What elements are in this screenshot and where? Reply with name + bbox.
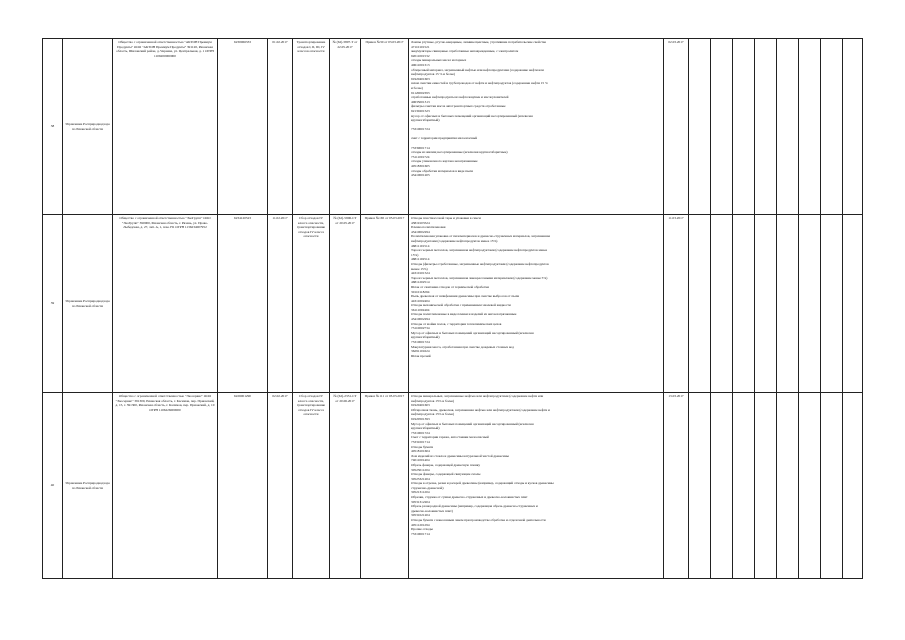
waste-line: 73310001724 (411, 430, 430, 435)
inn-cell: 6230066333 (218, 39, 268, 215)
authority-cell: Управление Росприроднадзора по Рязанской области (63, 39, 113, 215)
waste-line: 40511201294 (411, 522, 430, 527)
waste-line: нефтепродуктов 15% и более) (411, 412, 455, 417)
license-holder-cell: Общество с ограниченной ответственностью "АКТОН Премиум Продукты" ООО "АКТОН Премиум Продукты" 391120, Рязанская область, Шиловский район, д. Чернава, ул. Центральная, д. 1 ОГРН 1106200000000 (113, 39, 218, 215)
waste-list-cell (409, 215, 664, 393)
waste-line: Обрезь фанеры, содержащей древесную пленку (411, 462, 481, 467)
waste-line: 91920401603 (411, 76, 430, 81)
waste-line: 43410002294 (411, 317, 430, 322)
waste-line: 30110118294 (411, 289, 430, 294)
waste-line: Тара из черных металлов, загрязненная нефтепродуктами (содержание нефтепродуктов менее (411, 248, 548, 253)
waste-line: 43410002294 (411, 229, 430, 234)
waste-line: крупногабаритный) (411, 118, 440, 123)
waste-line: 47110101521 (411, 44, 430, 49)
waste-line: 40518301605 (411, 164, 430, 169)
empty-cell (843, 215, 863, 393)
waste-line: Тара из черных металлов, загрязненная лакокрасочными материалами (содержание менее 5%) (411, 275, 548, 280)
waste-line: 30521311204 (411, 490, 430, 495)
waste-line: 36111002404 (411, 307, 430, 312)
waste-line: Смет с территории гаража, автостоянки малоопасный (411, 435, 489, 440)
waste-line: отходы минеральных масел моторных (411, 58, 467, 63)
empty-cell (733, 215, 755, 393)
empty-cell (711, 39, 733, 215)
inn-cell: 6226001290 (218, 393, 268, 579)
waste-line: крупногабаритный) (411, 426, 440, 431)
waste-line: отработанные нефтепродукты из нефтеловушек и маслоуловителей (411, 95, 509, 100)
empty-cell (821, 39, 843, 215)
empty-cell (755, 393, 777, 579)
waste-line: 44311002404 (411, 298, 430, 303)
order-cell: Приказ №30 от 03.03.2017 (361, 39, 409, 215)
activity-cell: Сбор отходов IV класса опасности, транспортирование отходов IV класса опасности (293, 393, 330, 579)
row-number: 38 (43, 39, 63, 215)
waste-list-cell (409, 393, 664, 579)
waste-line: смет с территории предприятия малоопасный (411, 136, 478, 141)
empty-cell (799, 39, 821, 215)
waste-line: Отходы пластмассовой тары и упаковки в смеси (411, 216, 481, 220)
waste-line: Отходы полиэтиленовые в виде пленки и изделий из неё незагрязненные (411, 312, 517, 317)
license-holder-cell: Общество с ограниченной ответственностью "Экосервис" ООО "Экосервис" 391300, Рязанская область, г. Касимов, пер. Приокский, д. 15, г. 391300, Рязанская область, г. Касимов, пер. Приокский, д. 10 ОГРН 1106226000000 (113, 393, 218, 579)
waste-line: 30531021204 (411, 513, 430, 518)
waste-line: отходы из жилищ несортированные (исключая крупногабаритные) (411, 150, 508, 155)
waste-line: 73111001724 (411, 154, 430, 159)
table-row (43, 215, 863, 393)
empty-cell (777, 215, 799, 393)
row-number: 40 (43, 393, 63, 579)
waste-line: Полиэтиленовая упаковка от пиломатериалов и древесно-стружечных материалов, загрязненная (411, 234, 550, 239)
waste-line: Мусор от офисных и бытовых помещений организаций несортированный (исключая (411, 421, 534, 426)
empty-cell (711, 215, 733, 393)
empty-cell (799, 393, 821, 579)
waste-line: мусор от офисных и бытовых помещений организаций несортированный (исключая (411, 113, 533, 118)
waste-line: Обрезь разнородной древесины (например, содержащая обрезь древесно-стружечных и (411, 504, 538, 509)
empty-cell (689, 393, 711, 579)
waste-line: 73310001724 (411, 340, 430, 345)
empty-cell (689, 215, 711, 393)
waste-line: 92011001532 (411, 53, 430, 58)
empty-cell (733, 39, 755, 215)
waste-line: Отходы фанеры, содержащей связующие смолы (411, 472, 481, 477)
waste-line: 40611001313 (411, 62, 430, 67)
empty-cell (689, 39, 711, 215)
date-cell: 02.02.2017 (268, 393, 293, 579)
waste-line: Обтирочная ткань, древесная, загрязненная нефтью или нефтепродуктами (содержание нефти и (411, 407, 550, 412)
waste-line: Отходы минеральных, загрязненные нефтью или нефтепродуктами (содержание нефти или (411, 394, 544, 398)
empty-cell (799, 215, 821, 393)
waste-line: 73331001714 (411, 439, 430, 444)
table-row (43, 39, 863, 215)
order-cell: Приказ №165 от 05.03.2017 (361, 215, 409, 393)
waste-line: отходы упаковочного картона незагрязненные (411, 159, 478, 164)
end-date-cell: 02.03.2017 (664, 39, 689, 215)
waste-line: 36291101624 (411, 349, 430, 354)
empty-cell (843, 39, 863, 215)
waste-line: нефтепродуктов 15 % и более) (411, 72, 456, 77)
waste-line: обтирочный материал, загрязненный нефтью или нефтепродуктами (содержание нефти или (411, 67, 544, 72)
waste-line: 30523321204 (411, 476, 430, 481)
empty-cell (755, 215, 777, 393)
waste-line: 40518101604 (411, 449, 430, 454)
waste-line: Отходы от мойки полов, с территории теплохимических цехов (411, 321, 502, 326)
waste-line: 92130201523 (411, 108, 430, 113)
waste-line: 91120002393 (411, 90, 430, 95)
order-cell: Приказ №111 от 03.03.2017 (361, 393, 409, 579)
waste-line: 30531312204 (411, 499, 430, 504)
waste-line: 73110002734 (411, 326, 430, 331)
empty-cell (733, 393, 755, 579)
waste-line: стружечно-древесной) (411, 485, 444, 490)
inn-cell: 6234120523 (218, 215, 268, 393)
waste-line: менее 15%) (411, 266, 428, 271)
license-number-cell: № (62)-5807-Т от 22.05.2017 (330, 39, 361, 215)
waste-line: 44310101524 (411, 271, 430, 276)
waste-line: 46811102514 (411, 257, 430, 262)
waste-line: и более) (411, 85, 423, 90)
waste-line: 43410001205 (411, 173, 430, 178)
activity-cell: Сбор отходов IV класса опасности, транспортирование отходов IV класса опасности (293, 215, 330, 393)
waste-line: крупногабаритный) (411, 335, 440, 340)
row-number: 39 (43, 215, 63, 393)
waste-line: Лампы ртутные, ртутно-кварцевые, люминесцентные, утратившие потребительские свойства (411, 40, 547, 44)
waste-line: отходы обработки материалов в виде пыли (411, 168, 473, 173)
waste-line: Отходы в отрезке, резки и раскрой древесины (например, содержащий отходы и кусков древесины (411, 481, 554, 486)
waste-line: 73310001714 (411, 531, 430, 536)
waste-line: 91920501393 (411, 416, 430, 421)
waste-line: фильтры очистки масла автотранспортных средств отработанные (411, 104, 506, 109)
empty-cell (777, 393, 799, 579)
empty-cell (777, 39, 799, 215)
waste-line: 43819103524 (411, 220, 430, 225)
waste-line: нефтепродуктами (содержание нефтепродуктов менее 15%) (411, 238, 498, 243)
waste-line: 73339001714 (411, 145, 430, 150)
waste-line: Прочие отходы (411, 527, 433, 532)
license-register-table (42, 38, 863, 579)
end-date-cell: 11.03.2017 (664, 215, 689, 393)
waste-line: 74011001404 (411, 458, 430, 463)
authority-cell: Управление Росприроднадзора по Рязанской области (63, 215, 113, 393)
end-date-cell: 13.03.2017 (664, 393, 689, 579)
waste-line: аккумуляторы свинцовые отработанные неповрежденные, с электролитом (411, 49, 519, 54)
waste-line: Шлак от сжигания отходов от термической обработки (411, 284, 489, 289)
license-number-cell: № (62)-5906-СТ от 20.05.2017 (330, 215, 361, 393)
table-row (43, 393, 863, 579)
waste-line: 73310001724 (411, 127, 430, 132)
empty-cell (821, 393, 843, 579)
waste-line: Пленка полиэтиленовая (411, 225, 446, 230)
waste-line: 46811101514 (411, 243, 430, 248)
waste-line: 15%) (411, 252, 419, 257)
waste-list-cell (409, 39, 664, 215)
waste-line: нефтепродуктов 15% и более) (411, 398, 455, 403)
waste-line: Шлак прочий (411, 353, 431, 358)
waste-line: Отходы бумаги с нанесенным лаком при производстве обработке и отделочной деятельности (411, 518, 546, 523)
waste-line: Макулатурная масса, отработанная при очистке дождевых сточных вод (411, 344, 514, 349)
waste-line: Лом изделий из стекла и древесины натуральной чистой древесины (411, 453, 509, 458)
waste-line: 46811202514 (411, 280, 430, 285)
authority-cell: Управление Росприроднадзора по Рязанской области (63, 393, 113, 579)
date-cell: 11.02.2017 (268, 215, 293, 393)
waste-line: Мусор от офисных и бытовых помещений организаций несортированный (исключая (411, 330, 534, 335)
empty-cell (755, 39, 777, 215)
date-cell: 01.02.2017 (268, 39, 293, 215)
waste-line: Пыль древесная от шлифования древесины при очистке выбросов от пыли (411, 294, 520, 299)
waste-line: шлам очистки емкостей и трубопроводов от нефти и нефтепродуктов (содержание нефти 15 % (411, 81, 548, 86)
waste-line: древесно-волокнистых плит) (411, 508, 453, 513)
license-number-cell: № (62)-2331-СТ от 20.06.2017 (330, 393, 361, 579)
waste-line: Обрезки, стружка от сушки древесно-стружечных и древесно-волокнистых плит (411, 495, 528, 500)
waste-line: 91920401603 (411, 403, 430, 408)
empty-cell (821, 215, 843, 393)
waste-line: 30523011204 (411, 467, 430, 472)
waste-line: Отходы бумаги (411, 444, 434, 449)
activity-cell: Транспортирование отходов I, II, III, IV классов опасности (293, 39, 330, 215)
empty-cell (711, 393, 733, 579)
empty-cell (843, 393, 863, 579)
waste-line: Отходы (фильтры отработанные, загрязненные нефтепродуктами (содержание нефтепродуктов (411, 261, 549, 266)
waste-line: Отходы механической обработки с применением эмалевой жидкости (411, 303, 511, 308)
license-holder-cell: Общество с ограниченной ответственностью "ЭкоГрупп" ООО "ЭкоГрупп" 390000, Рязанская область, г. Рязань, ул. Право-Лыбедская, д. 27, лит. А, 1, пом. Н1 ОГРН 1136234007952 (113, 215, 218, 393)
waste-line: 40635001313 (411, 99, 430, 104)
